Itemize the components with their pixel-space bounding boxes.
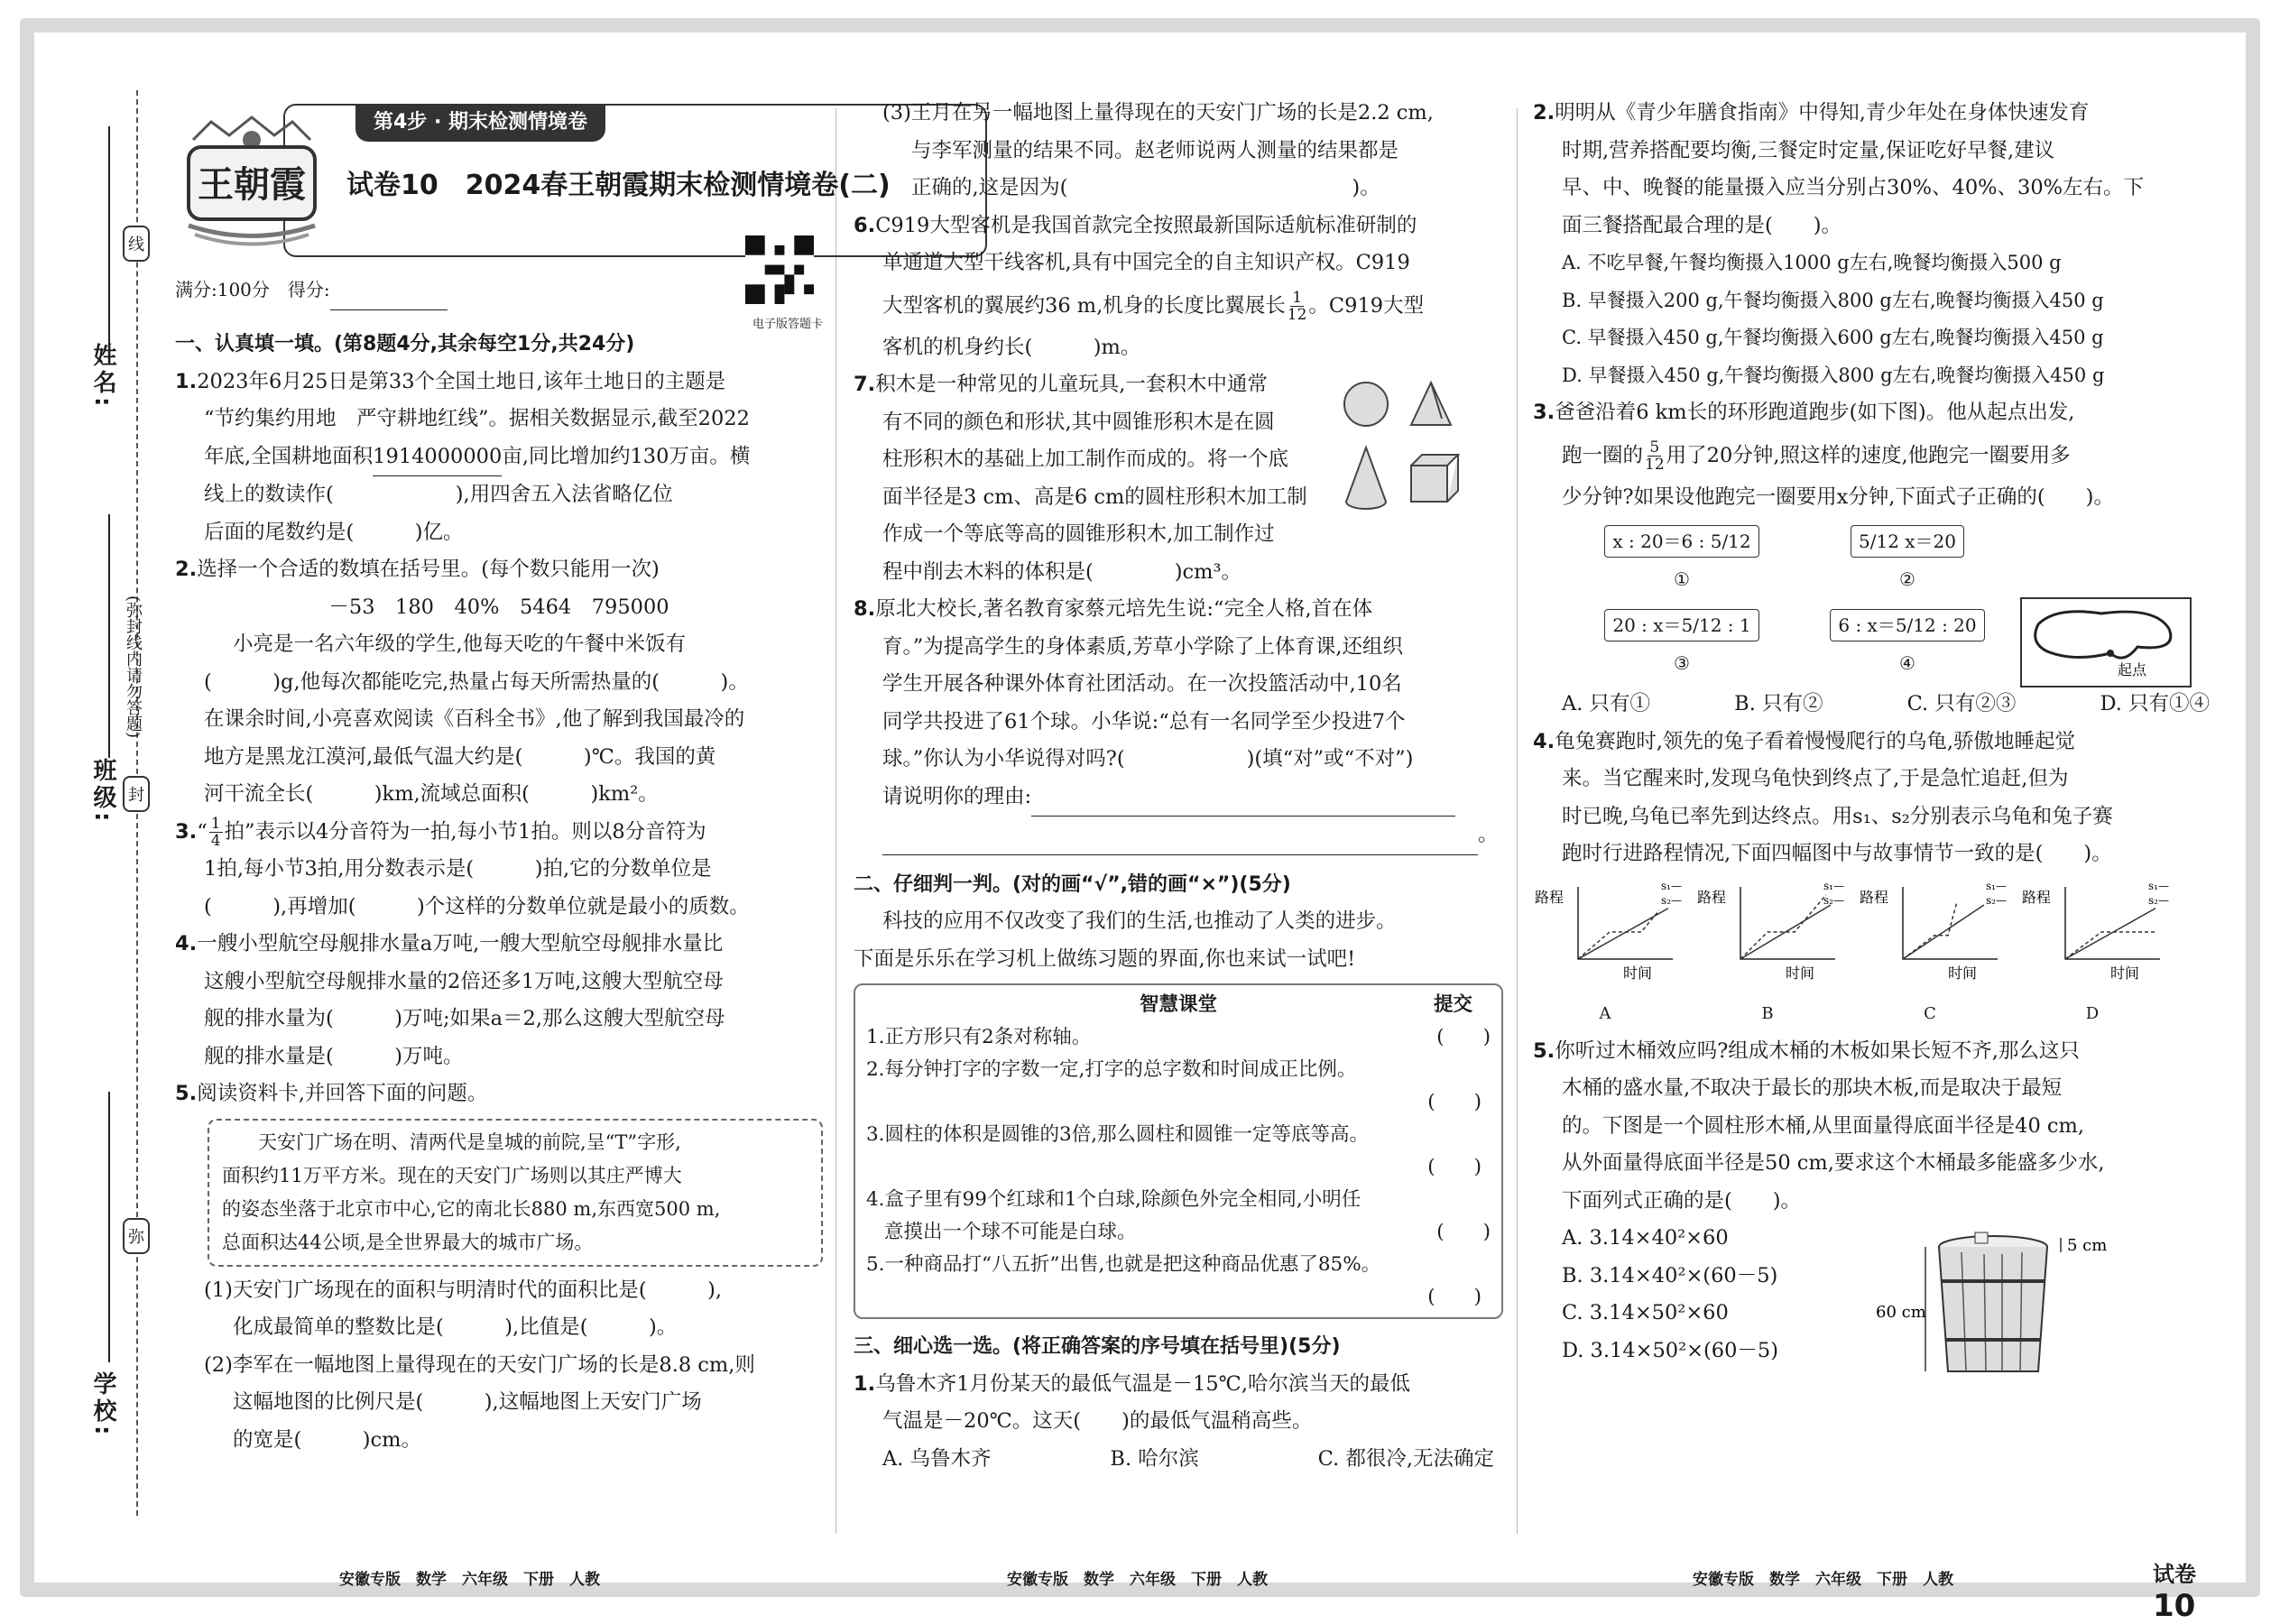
y-axis-label: 路程 [2022, 888, 2052, 906]
section-3-title: 三、细心选一选。(将正确答案的序号填在括号里)(5分) [854, 1335, 1341, 1358]
start-label: 起点 [2118, 661, 2147, 678]
option-c[interactable]: C. 早餐摄入450 g,午餐均衡摄入600 g左右,晚餐均衡摄入450 g [1562, 327, 2104, 348]
q-number: 5. [175, 1082, 198, 1105]
column-3 [1533, 95, 2219, 1370]
option-a[interactable]: A. 3.14×40²×60 [1562, 1226, 1729, 1250]
q-text: ( )g,他每次都能吃完,热量占每天所需热量的( )。 [204, 669, 749, 694]
wooden-barrel-icon [1876, 1227, 2110, 1380]
tf-item-3: 3.圆柱的体积是圆锥的3倍,那么圆柱和圆锥一定等底等高。 [866, 1123, 1370, 1146]
option-c[interactable]: C. 都很冷,无法确定 [1317, 1446, 1494, 1471]
graph-label: B [1761, 1004, 1774, 1023]
column-1 [175, 104, 891, 1459]
answer-paren[interactable]: ( ) [1436, 1026, 1491, 1048]
graph-svg [2020, 879, 2169, 982]
q-text: 地方是黑龙江漠河,最低气温大约是( )℃。我国的黄 [204, 744, 716, 769]
q-number: 3. [1533, 401, 1555, 424]
q-text: 年底,全国耕地面积 [204, 444, 374, 468]
q-text: ( ),再增加( )个这样的分数单位就是最小的质数。 [204, 894, 750, 918]
q-text: 后面的尾数约是( )亿。 [204, 520, 464, 544]
x-axis-label: 时间 [1786, 964, 1815, 982]
x-axis-label: 时间 [1948, 964, 1978, 982]
column-divider-1 [835, 108, 836, 1534]
question-3-4 [1533, 724, 2219, 1033]
thickness-label: 5 cm [2067, 1235, 2108, 1255]
equation-4[interactable]: 6 : x＝5/12 : 20 ④ [1813, 607, 2002, 682]
page-number: 试卷 10 [2153, 1562, 2196, 1624]
option-b[interactable]: B. 3.14×40²×(60－5) [1562, 1263, 1778, 1287]
legend-label: s₂— [1823, 893, 1844, 907]
question-1-1 [175, 364, 823, 552]
reading-card: 天安门广场在明、清两代是皇城的前院,呈“T”字形, 面积约11万平方米。现在的天安门广场则以其庄严博大 的姿态坐落于北京市中心,它的南北长880 m,东西宽500 m, 总面积达44公顷,是全世界最大的城市广场。 [208, 1119, 823, 1267]
question-1-3 [175, 814, 823, 927]
score-row [175, 272, 823, 331]
tf-item-2: 2.每分钟打字的字数一定,打字的总字数和时间成正比例。 [866, 1058, 1357, 1081]
q-text: 的。下图是一个圆柱形木桶,从里面量得底面半径是40 cm, [1562, 1113, 2085, 1138]
svg-text:王朝霞: 王朝霞 [198, 163, 306, 206]
mi-mark: 弥 [123, 1218, 150, 1254]
question-1-6 [854, 208, 1503, 367]
equation-3[interactable]: 20 : x＝5/12 : 1 ③ [1587, 607, 1777, 682]
q-number: 7. [854, 373, 876, 396]
learning-app-panel: 智慧课堂 提交 1.正方形只有2条对称轴。 ( ) 2.每分钟打字的字数一定,打字的总字数和时间成正比例。 ( ) 3.圆柱的体积是圆锥的3倍,那么圆柱和圆锥一定等底等高。 ( ) 4.盒子里有99个红球和1个白球,除颜色外完全相同,小明任 意摸出一个球不可能是白球。 ( ) 5.一种商品打“八五折”出售,也就是把这种商品优惠了85%。 ( ) [854, 983, 1503, 1319]
footer-left: 安徽专版 数学 六年级 下册 人教 [339, 1571, 600, 1589]
q-text: 这幅地图的比例尺是( ),这幅地图上天安门广场 [233, 1390, 702, 1414]
graph-label: D [2085, 1004, 2100, 1023]
q-text: 下面列式正确的是( )。 [1562, 1188, 1802, 1213]
q-number: 2. [1533, 101, 1555, 125]
option-b[interactable]: B. 哈尔滨 [1110, 1446, 1199, 1471]
q-text: 1拍,每小节3拍,用分数表示是( )拍,它的分数单位是 [204, 857, 712, 881]
s2-line [1903, 901, 1957, 959]
q-text: 柱形积木的基础上加工制作而成的。将一个底 [882, 448, 1289, 471]
q-number: 1. [175, 369, 198, 393]
graph-svg [1858, 879, 2007, 982]
q-text: “ [197, 819, 208, 844]
page-title [346, 167, 891, 205]
q-text: (2)李军在一幅地图上量得现在的天安门广场的长是8.8 cm,则 [204, 1352, 755, 1377]
option-a[interactable]: A. 不吃早餐,午餐均衡摄入1000 g左右,晚餐均衡摄入500 g [1562, 252, 2062, 273]
q-text: 从外面量得底面半径是50 cm,要求这个木桶最多能盛多少水, [1562, 1151, 2105, 1175]
q-text: 在课余时间,小亮喜欢阅读《百科全书》,他了解到我国最冷的 [204, 707, 745, 731]
school-field[interactable] [108, 1092, 110, 1362]
q-number: 2. [175, 558, 198, 581]
footer-middle: 安徽专版 数学 六年级 下册 人教 [1007, 1571, 1268, 1589]
y-axis-label: 路程 [1697, 888, 1727, 906]
tf-item-5: 5.一种商品打“八五折”出售,也就是把这种商品优惠了85%。 [866, 1253, 1381, 1276]
option-a[interactable]: A. 乌鲁木齐 [882, 1446, 992, 1471]
option-c[interactable]: C. 只有②③ [1906, 692, 2017, 715]
answer-paren[interactable]: ( ) [1436, 1221, 1491, 1243]
question-3-2 [1533, 95, 2219, 394]
q-text: 。C919大型 [1308, 293, 1425, 318]
q-number: 4. [175, 932, 198, 955]
q-text: C919大型客机是我国首款完全按照最新国际适航标准研制的 [875, 213, 1417, 237]
option-b[interactable]: B. 早餐摄入200 g,午餐均衡摄入800 g左右,晚餐均衡摄入450 g [1562, 289, 2104, 311]
question-3-3 [1533, 394, 2219, 724]
q-text: 明明从《青少年膳食指南》中得知,青少年处在身体快速发育 [1555, 101, 2090, 125]
score-field[interactable] [330, 272, 448, 310]
axes [1903, 887, 1998, 959]
class-label: 班级: [89, 758, 116, 826]
fraction: $\frac{1}{4}$ [210, 815, 221, 850]
q-text: 选择一个合适的数填在括号里。(每个数只能用一次) [197, 558, 660, 581]
question-3-5 [1533, 1033, 2219, 1370]
section-1-title: 一、认真填一填。(第8题4分,其余每空1分,共24分) [175, 333, 635, 355]
q-text: 小亮是一名六年级的学生,他每天吃的午餐中米饭有 [233, 632, 687, 656]
q-text: 用了20分钟,照这样的速度,他跑完一圈要用多 [1666, 443, 2071, 467]
legend-label: s₁— [1823, 879, 1844, 892]
q-number: 3. [175, 819, 198, 844]
legend-label: s₁— [1661, 879, 1682, 892]
q-text: 一艘小型航空母舰排水量a万吨,一艘大型航空母舰排水量比 [197, 932, 724, 955]
axes [1578, 887, 1673, 959]
section-2-intro: 科技的应用不仅改变了我们的生活,也推动了人类的进步。 [882, 909, 1397, 933]
score-label: 满分:100分 得分: [175, 279, 330, 300]
q-text: 线上的数读作( ),用四舍五入法省略亿位 [204, 483, 673, 506]
q-text: 原北大校长,著名教育家蔡元培先生说:“完全人格,首在体 [875, 597, 1373, 621]
q-number: 5. [1533, 1038, 1555, 1063]
q-text: 爸爸沿着6 km长的环形跑道跑步(如下图)。他从起点出发, [1555, 401, 2075, 424]
axes [1740, 887, 1835, 959]
q-text: “节约集约用地 严守耕地红线”。据相关数据显示,截至2022 [204, 407, 750, 430]
legend-label: s₂— [2148, 893, 2169, 907]
q-text: 河干流全长( )km,流域总面积( )km²。 [204, 782, 659, 806]
reason-field-2[interactable] [882, 817, 1478, 855]
seal-mark: 封 [123, 776, 150, 812]
question-1-4 [175, 926, 823, 1075]
tf-item-1: 1.正方形只有2条对称轴。 ( ) [866, 1021, 1491, 1054]
app-title: 智慧课堂 [1139, 993, 1217, 1016]
q-text: 化成最简单的整数比是( ),比值是( )。 [233, 1315, 678, 1339]
q-text: 来。当它醒来时,发现乌龟快到终点了,于是急忙追赶,但为 [1562, 767, 2069, 790]
s1-line [1740, 905, 1831, 959]
option-a[interactable]: A. 只有① [1562, 692, 1651, 715]
graph-option-c[interactable] [1858, 879, 2007, 1033]
q-text: 舰的排水量为( )万吨;如果a＝2,那么这艘大型航空母 [204, 1007, 725, 1030]
graph-svg [1533, 879, 1682, 982]
class-field[interactable] [108, 514, 110, 758]
answer-paren[interactable]: ( ) [1427, 1286, 1482, 1308]
q-text: 亩,同比增加约130万亩。横 [502, 444, 751, 468]
q-text: 少分钟?如果设他跑完一圈要用x分钟,下面式子正确的( )。 [1562, 484, 2114, 509]
graph-label: C [1924, 1004, 1936, 1023]
running-track-icon [2020, 597, 2192, 687]
name-label: 姓名: [89, 343, 116, 411]
q-text: 程中削去木料的体积是( )cm³。 [882, 559, 1242, 584]
q-text: 时期,营养搭配要均衡,三餐定时定量,保证吃好早餐,建议 [1562, 138, 2055, 162]
step-badge: 第4步 · 期末检测情境卷 [355, 104, 605, 142]
section-2-intro: 下面是乐乐在学习机上做练习题的界面,你也来试一试吧! [854, 946, 1356, 971]
qr-code-icon[interactable] [745, 235, 814, 304]
s1-line [1903, 905, 1984, 959]
reason-field[interactable] [1031, 779, 1455, 817]
q-text: 单通道大型干线客机,具有中国完全的自主知识产权。C919 [882, 251, 1410, 274]
footer-right: 安徽专版 数学 六年级 下册 人教 [1693, 1571, 1953, 1589]
q-text: 跑时行进路程情况,下面四幅图中与故事情节一致的是( )。 [1562, 842, 2112, 865]
q3-options [1533, 686, 2219, 724]
q-text: 正确的,这是因为( )。 [911, 176, 1380, 199]
distance-time-graphs [1533, 879, 2219, 1033]
q-text: 时已晚,乌龟已率先到达终点。用s₁、s₂分别表示乌龟和兔子赛 [1562, 804, 2113, 828]
height-label: 60 cm [1876, 1302, 1926, 1322]
school-label: 学校: [89, 1371, 116, 1439]
q-text: 气温是－20℃。这天( )的最低气温稍高些。 [882, 1409, 1313, 1433]
seal-note: (弥封线内请勿答题) [124, 595, 143, 739]
underlined-number: 1914000000 [373, 438, 502, 477]
q-text: 阅读资料卡,并回答下面的问题。 [197, 1082, 488, 1105]
qr-caption: 电子版答题卡 [752, 318, 823, 331]
q-text: 木桶的盛水量,不取决于最长的那块木板,而是取决于最短 [1562, 1076, 2063, 1100]
graph-option-a[interactable] [1533, 879, 1682, 1033]
q-text: 乌鲁木齐1月份某天的最低气温是－15℃,哈尔滨当天的最低 [875, 1371, 1410, 1396]
number-choices: －53 180 40% 5464 795000 [328, 595, 669, 619]
q-number: 1. [854, 1371, 876, 1396]
equation-2[interactable]: 5/12 x＝20 ② [1813, 523, 2002, 598]
graph-svg [1695, 879, 1844, 982]
q-text: 与李军测量的结果不同。赵老师说两人测量的结果都是 [911, 138, 1399, 162]
question-1-8: 8.原北大校长,著名教育家蔡元培先生说:“完全人格,首在体 育。”为提高学生的身体素质,芳草小学除了上体育课,还组织 学生开展各种课外体育社团活动。在一次投篮活动中,10名 同学共投进了61个球。小华说:“总有一名同学至少投进7个 球。”你认为小华说得对吗?( )(填“对”或“不对”) 请说明你的理由: 。 [854, 591, 1503, 855]
wangzhaoxia-logo-icon [175, 104, 328, 248]
section-2-title: 二、仔细判一判。(对的画“√”,错的画“×”)(5分) [854, 872, 1291, 896]
q-text: 作成一个等底等高的圆锥形积木,加工制作过 [882, 522, 1275, 546]
line-mark: 线 [123, 226, 150, 262]
question-1-2 [175, 551, 823, 814]
q-text: 同学共投进了61个球。小华说:“总有一名同学至少投进7个 [882, 709, 1406, 734]
q-text: (3)王月在另一幅地图上量得现在的天安门广场的长是2.2 cm, [882, 101, 1434, 125]
paper-number: 试卷10 [346, 170, 438, 201]
binding-margin [51, 90, 150, 1516]
graph-option-d[interactable] [2020, 879, 2169, 1033]
q-text: 积木是一种常见的儿童玩具,一套积木中通常 [875, 373, 1268, 396]
y-axis-label: 路程 [1860, 888, 1889, 906]
x-axis-label: 时间 [2110, 964, 2140, 982]
q-text: (1)天安门广场现在的面积与明清时代的面积比是( ), [204, 1278, 723, 1302]
equation-1[interactable]: x : 20＝6 : 5/12 ① [1587, 523, 1777, 598]
legend-label: s₂— [1986, 893, 2007, 907]
header-banner [175, 104, 891, 266]
q-text: 你听过木桶效应吗?组成木桶的木板如果长短不齐,那么这只 [1555, 1038, 2080, 1063]
question-1-7 [854, 366, 1503, 591]
q-text: 2023年6月25日是第33个全国土地日,该年土地日的主题是 [197, 369, 726, 393]
s1-line [1578, 908, 1668, 958]
graph-label: A [1599, 1004, 1611, 1023]
axes [2065, 887, 2160, 959]
column-divider-2 [1517, 108, 1518, 1534]
q-text: 面半径是3 cm、高是6 cm的圆柱形积木加工制 [882, 484, 1307, 509]
q-number: 4. [1533, 729, 1555, 753]
submit-button[interactable]: 提交 [1433, 993, 1472, 1016]
y-axis-label: 路程 [1535, 888, 1565, 906]
s1-line [2065, 908, 2155, 958]
option-d[interactable]: D. 3.14×50²×(60－5) [1562, 1338, 1778, 1362]
option-b[interactable]: B. 只有② [1734, 692, 1823, 715]
q-text: 舰的排水量是( )万吨。 [204, 1044, 464, 1068]
graph-option-b[interactable] [1695, 879, 1844, 1033]
legend-label: s₂— [1661, 893, 1682, 907]
question-1-5-3 [854, 95, 1503, 208]
q-text: 跑一圈的 [1562, 443, 1644, 467]
q-text: 龟兔赛跑时,领先的兔子看着慢慢爬行的乌龟,骄傲地睡起觉 [1555, 729, 2076, 753]
q-text: 球。”你认为小华说得对吗?( )(填“对”或“不对”) [882, 747, 1414, 770]
x-axis-label: 时间 [1623, 964, 1653, 982]
exam-sheet [51, 54, 2229, 1624]
tf-item-4: 4.盒子里有99个红球和1个白球,除颜色外完全相同,小明任 [866, 1188, 1362, 1211]
option-d[interactable]: D. 早餐摄入450 g,午餐均衡摄入800 g左右,晚餐均衡摄入450 g [1562, 364, 2105, 386]
q-text: 客机的机身约长( )m。 [882, 335, 1141, 359]
legend-label: s₁— [2148, 879, 2169, 892]
q-number: 6. [854, 213, 876, 237]
q-text: 大型客机的翼展约36 m,机身的长度比翼展长 [882, 293, 1286, 318]
q-text: 拍”表示以4分音符为一拍,每小节1拍。则以8分音符为 [224, 819, 706, 844]
option-c[interactable]: C. 3.14×50²×60 [1562, 1301, 1729, 1324]
q-text: 学生开展各种课外体育社团活动。在一次投篮活动中,10名 [882, 672, 1402, 696]
q-text: 有不同的颜色和形状,其中圆锥形积木是在圆 [882, 410, 1275, 434]
fraction: $\frac{5}{12}$ [1645, 438, 1665, 474]
question-3-1 [854, 1366, 1503, 1479]
q-number: 8. [854, 597, 876, 621]
q-text: 的宽是( )cm。 [233, 1427, 421, 1452]
legend-label: s₁— [1986, 879, 2007, 892]
building-blocks-icon [1341, 375, 1476, 529]
question-1-5 [175, 1075, 823, 1459]
option-d[interactable]: D. 只有①④ [2100, 692, 2210, 715]
paper-title: 2024春王朝霞期末检测情境卷(二) [465, 170, 891, 201]
q-text: 面三餐搭配最合理的是( )。 [1562, 213, 1842, 237]
fraction: $\frac{1}{12}$ [1287, 289, 1307, 324]
answer-paren[interactable]: ( ) [1427, 1156, 1482, 1178]
s2-line [2065, 932, 2155, 959]
q-text: 育。”为提高学生的身体素质,芳草小学除了上体育课,还组织 [882, 634, 1404, 659]
q-text: 早、中、晚餐的能量摄入应当分别占30%、40%、30%左右。下 [1562, 176, 2145, 199]
answer-paren[interactable]: ( ) [1427, 1091, 1482, 1113]
q-text: 这艘小型航空母舰排水量的2倍还多1万吨,这艘大型航空母 [204, 969, 724, 993]
s2-line [1740, 894, 1826, 958]
name-field[interactable] [108, 126, 110, 352]
q-text: 请说明你的理由: [882, 784, 1032, 808]
column-2 [854, 95, 1503, 1478]
